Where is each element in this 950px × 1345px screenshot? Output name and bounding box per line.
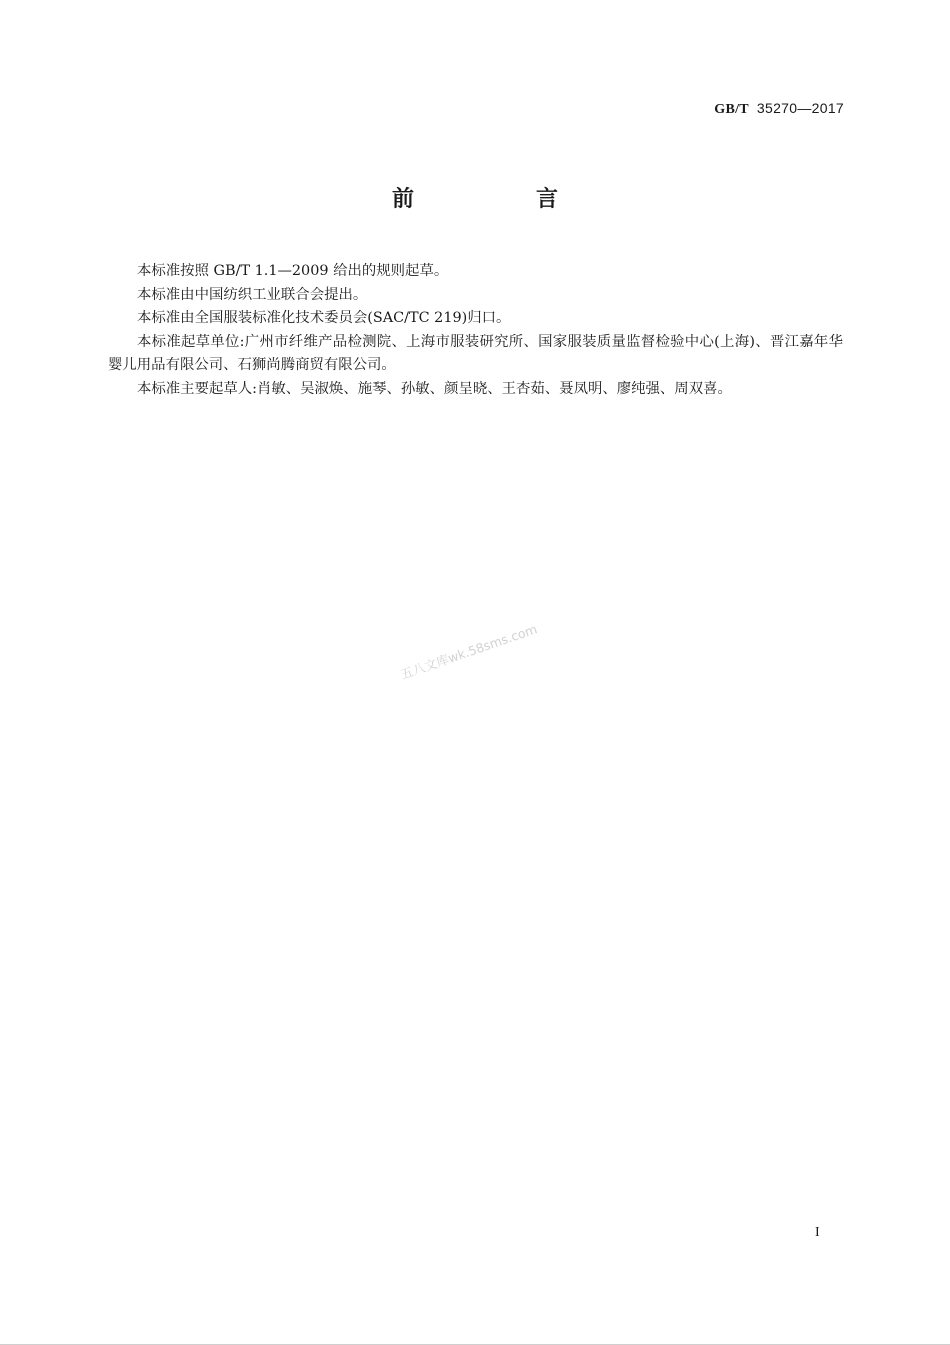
paragraph-drafters: 本标准主要起草人:肖敏、吴淑焕、施琴、孙敏、颜呈晓、王杏茹、聂凤明、廖纯强、周双喜。 [137,380,732,397]
paragraph-responsible-committee: 本标准由全国服装标准化技术委员会(SAC/TC 219)归口。 [137,310,511,327]
standard-number: 35270—2017 [756,100,844,116]
watermark: 五八文库wk.58sms.com [398,621,539,683]
paragraph-drafting-rules: 本标准按照 GB/T 1.1—2009 给出的规则起草。 [137,263,449,279]
standard-prefix: GB/T [714,102,749,117]
paragraph-drafting-units: 本标准起草单位:广州市纤维产品检测院、上海市服装研究所、国家服装质量监督检验中心(上海)、晋江嘉年华婴儿用品有限公司、石狮尚腾商贸有限公司。 [108,333,843,374]
paragraph-proposer: 本标准由中国纺织工业联合会提出。 [137,286,368,303]
page-number: I [815,1225,820,1240]
page-title: 前 言 [391,187,608,212]
standard-code [714,100,844,118]
foreword-body [108,260,843,402]
